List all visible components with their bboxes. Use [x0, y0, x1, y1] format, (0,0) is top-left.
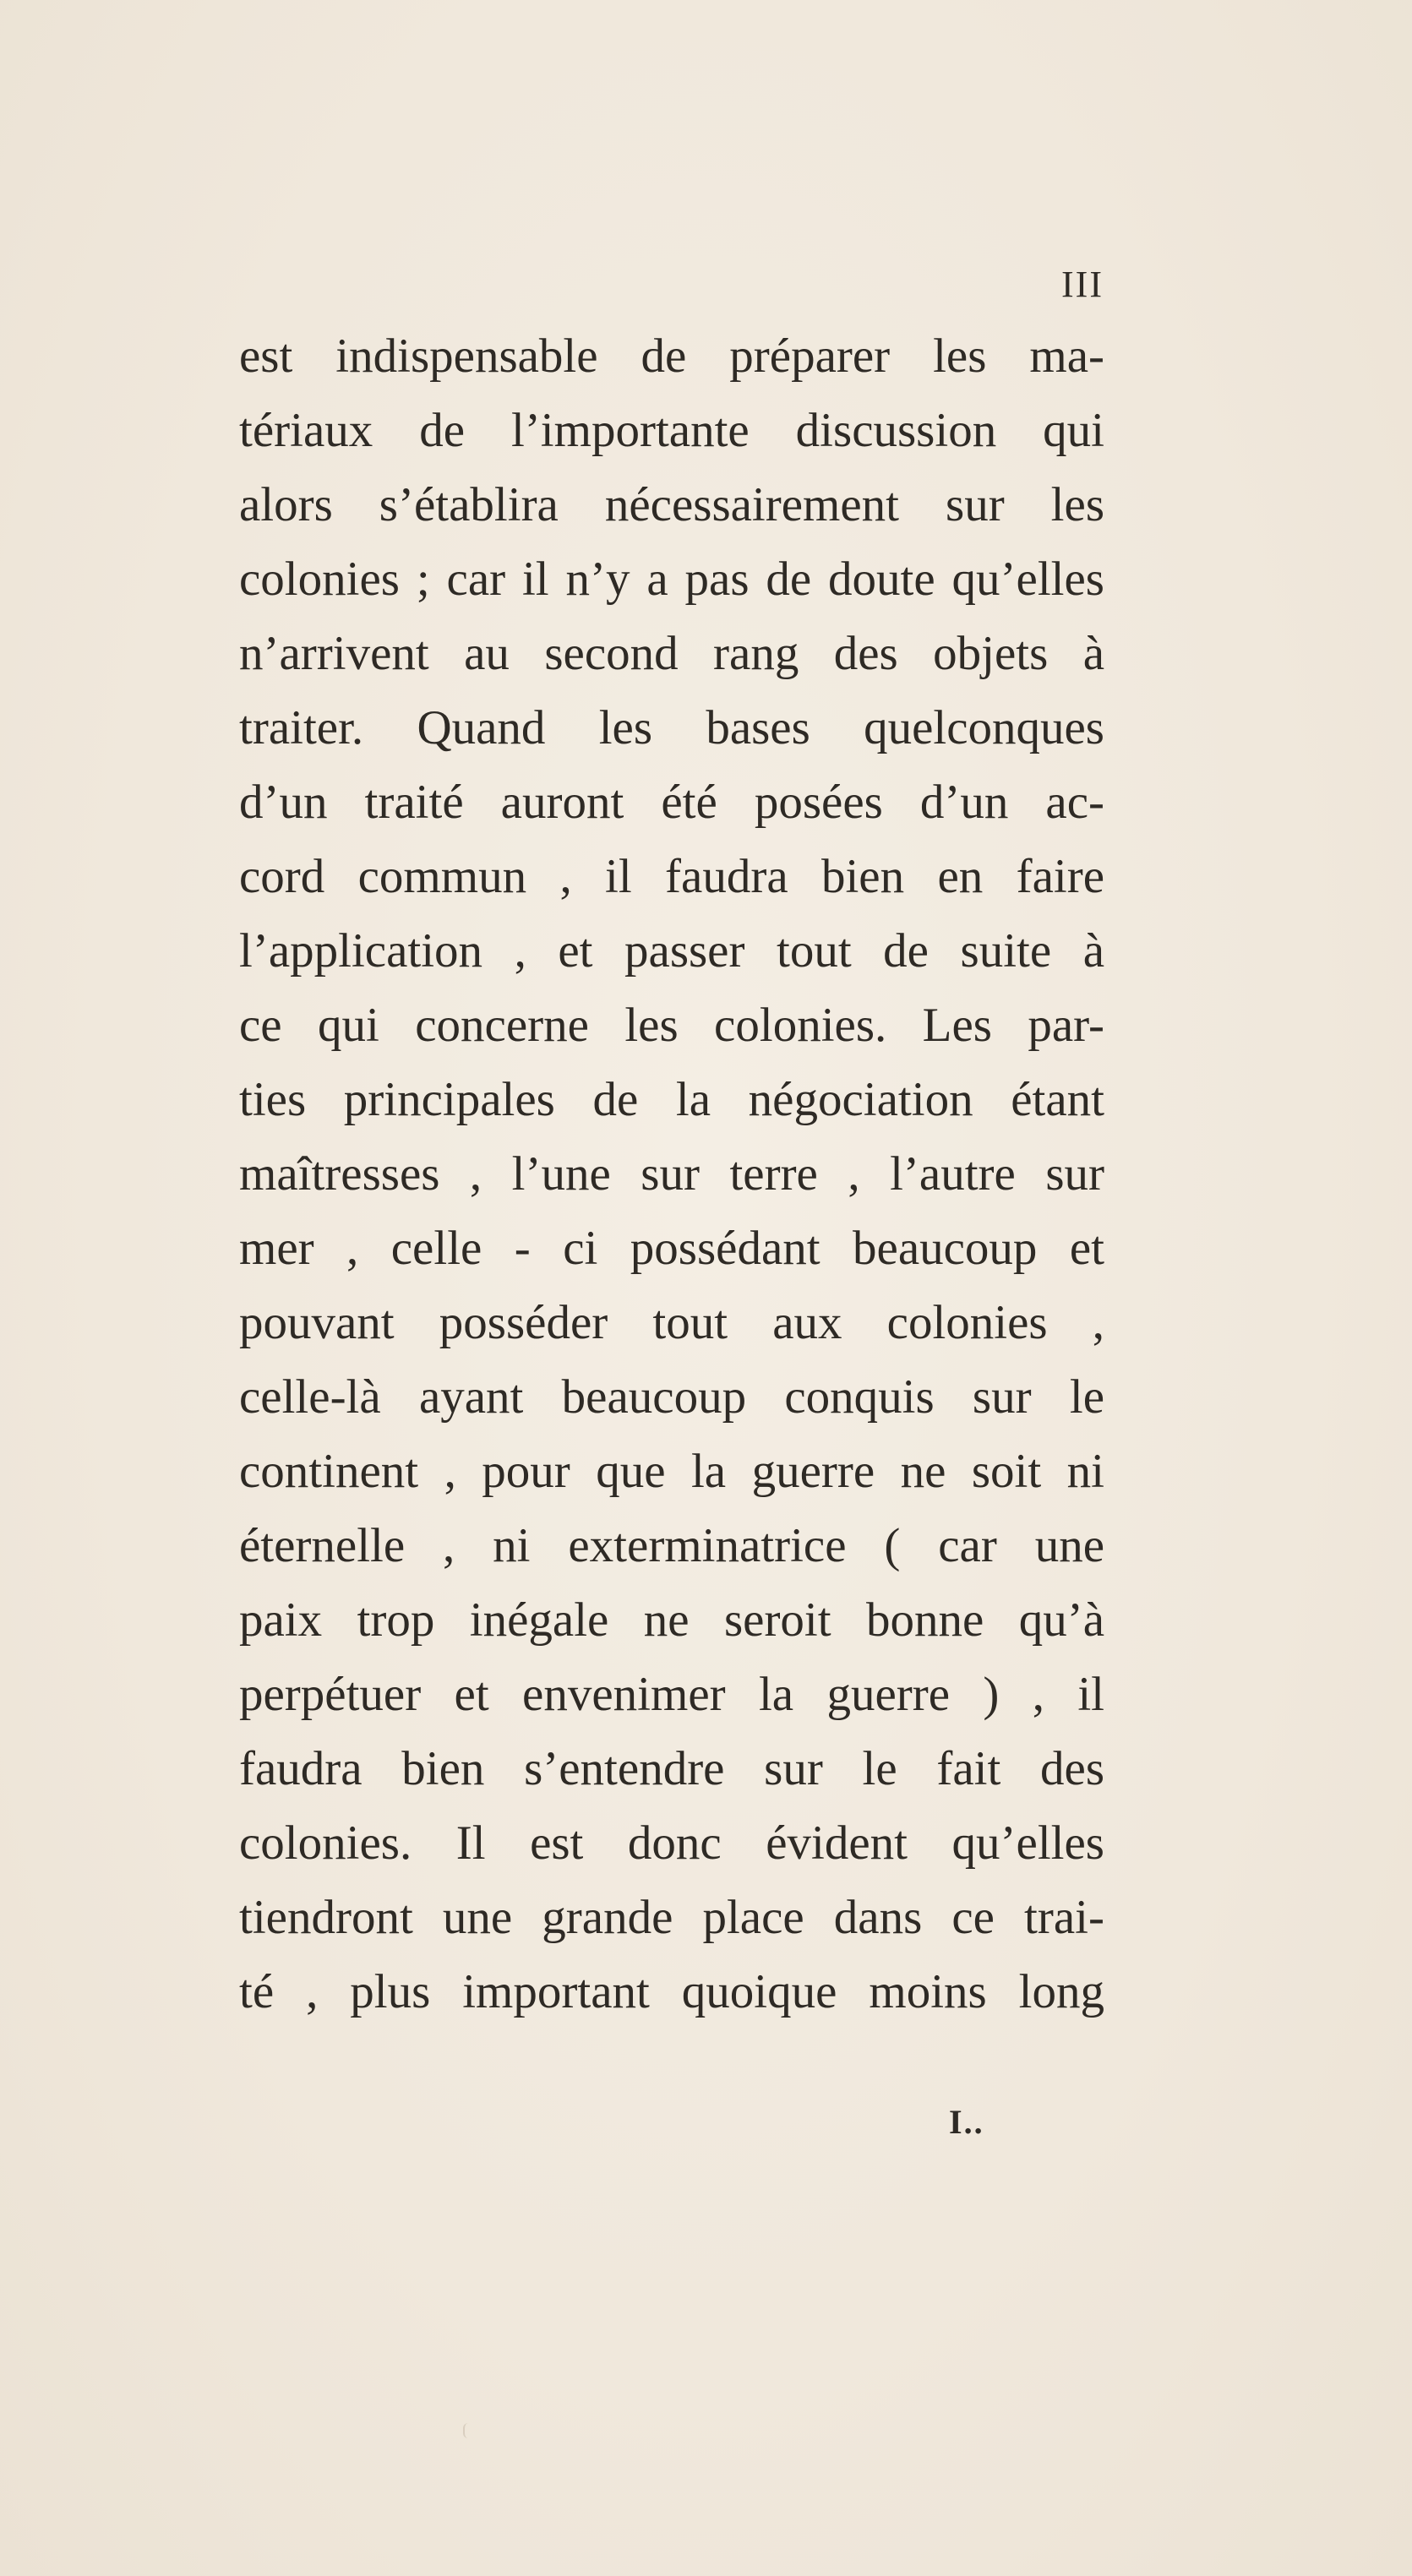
text-line: est indispensable de préparer les ma-: [239, 329, 1104, 383]
text-line: l’application , et passer tout de suite à: [239, 924, 1104, 978]
text-line: colonies. Il est donc évident qu’elles: [239, 1816, 1104, 1870]
text-line: pouvant posséder tout aux colonies ,: [239, 1296, 1104, 1349]
text-line: n’arrivent au second rang des objets à: [239, 627, 1104, 680]
signature-mark: I..: [949, 2103, 984, 2141]
text-line: cord commun , il faudra bien en faire: [239, 850, 1104, 903]
text-line: celle-là ayant beaucoup conquis sur le: [239, 1370, 1104, 1424]
paper-blemish: [463, 2423, 468, 2438]
text-line: d’un traité auront été posées d’un ac-: [239, 776, 1104, 829]
text-line: faudra bien s’entendre sur le fait des: [239, 1742, 1104, 1795]
text-line: maîtresses , l’une sur terre , l’autre sur: [239, 1147, 1104, 1201]
text-line: ce qui concerne les colonies. Les par-: [239, 999, 1104, 1052]
text-line: alors s’établira nécessairement sur les: [239, 478, 1104, 531]
text-line: mer , celle - ci possédant beaucoup et: [239, 1222, 1104, 1275]
text-line: éternelle , ni exterminatrice ( car une: [239, 1519, 1104, 1572]
text-line: té , plus important quoique moins long: [239, 1965, 1104, 2018]
text-line: tériaux de l’importante discussion qui: [239, 404, 1104, 457]
text-line: ties principales de la négociation étant: [239, 1073, 1104, 1126]
text-line: traiter. Quand les bases quelconques: [239, 701, 1104, 754]
text-line: colonies ; car il n’y a pas de doute qu’elles: [239, 553, 1104, 606]
text-line: perpétuer et envenimer la guerre ) , il: [239, 1668, 1104, 1721]
page-number: III: [1061, 264, 1104, 305]
text-line: continent , pour que la guerre ne soit ni: [239, 1445, 1104, 1498]
text-line: paix trop inégale ne seroit bonne qu’à: [239, 1593, 1104, 1647]
body-text: [239, 319, 1104, 2029]
text-line: tiendront une grande place dans ce trai-: [239, 1891, 1104, 1944]
